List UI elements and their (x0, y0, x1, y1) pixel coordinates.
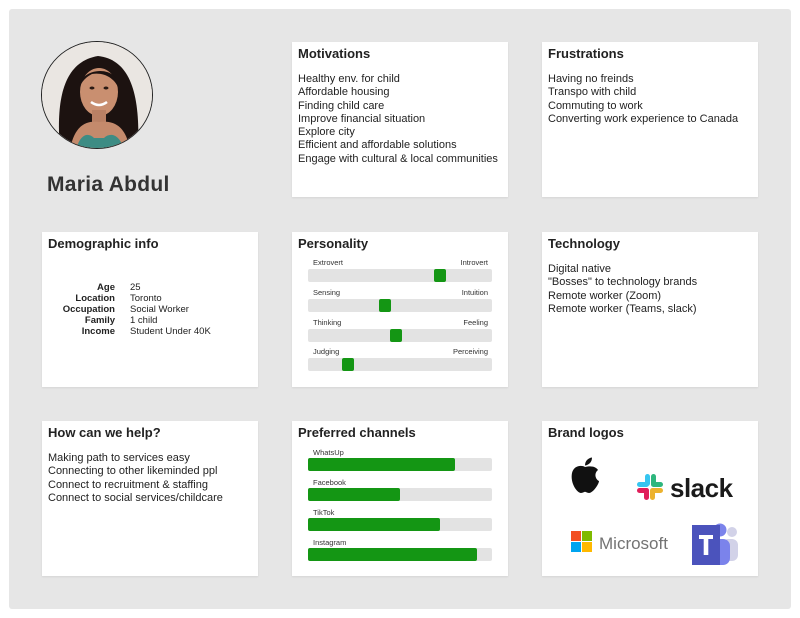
technology-list (548, 263, 697, 316)
demographic-value: Toronto (130, 293, 162, 304)
slack-logo (636, 471, 746, 503)
help-title: How can we help? (48, 425, 161, 440)
channels-title: Preferred channels (298, 425, 416, 440)
demographic-label: Family (84, 315, 115, 326)
persona-name: Maria Abdul (47, 173, 170, 196)
channel-track (308, 548, 492, 561)
demographic-value: 25 (130, 282, 141, 293)
demographic-value: Student Under 40K (130, 326, 211, 337)
microsoft-wordmark: Microsoft (599, 534, 668, 553)
slider-left-label: Thinking (313, 318, 342, 327)
apple-logo-icon (568, 455, 602, 495)
frustrations-card (542, 42, 758, 197)
slider-left-label: Judging (313, 347, 340, 356)
teams-logo-icon (690, 521, 742, 569)
slider-right-label: Feeling (463, 318, 488, 327)
list-item: Efficient and affordable solutions (298, 139, 457, 152)
channel-fill (308, 458, 455, 471)
persona-board (9, 9, 791, 609)
frustrations-title: Frustrations (548, 46, 624, 61)
list-item: Remote worker (Teams, slack) (548, 302, 697, 315)
demographic-value: 1 child (130, 315, 158, 326)
list-item: Finding child care (298, 99, 385, 112)
list-item: Engage with cultural & local communities (298, 152, 498, 165)
demographic-row (42, 326, 258, 338)
slider-track[interactable] (308, 269, 492, 282)
list-item: Digital native (548, 263, 611, 275)
list-item: Healthy env. for child (298, 73, 400, 85)
technology-card (542, 232, 758, 387)
channel-label: Facebook (313, 478, 346, 487)
microsoft-logo (571, 530, 681, 554)
channel-track (308, 458, 492, 471)
brands-card (542, 421, 758, 576)
demographic-value: Social Worker (130, 304, 189, 315)
technology-title: Technology (548, 236, 620, 251)
channel-label: WhatsUp (313, 448, 344, 457)
slider-right-label: Introvert (460, 258, 488, 267)
channel-track (308, 518, 492, 531)
slider-track[interactable] (308, 299, 492, 312)
slack-wordmark: slack (670, 473, 733, 503)
list-item: Commuting to work (548, 99, 643, 112)
demographic-label: Income (81, 326, 115, 337)
demographic-label: Occupation (62, 304, 115, 315)
channel-track (308, 488, 492, 501)
list-item: Affordable housing (298, 86, 390, 99)
avatar (41, 41, 153, 149)
list-item: Having no freinds (548, 73, 634, 85)
channel-label: TikTok (313, 508, 335, 517)
demographic-card (42, 232, 258, 387)
profile (41, 41, 261, 211)
list-item: Transpo with child (548, 86, 637, 99)
help-card (42, 421, 258, 576)
list-item: Making path to services easy (48, 452, 190, 464)
slider-knob[interactable] (390, 329, 402, 342)
slider-knob[interactable] (379, 299, 391, 312)
demographic-label: Age (97, 282, 115, 293)
list-item: Remote worker (Zoom) (548, 289, 662, 302)
list-item: Converting work experience to Canada (548, 112, 739, 125)
demographic-title: Demographic info (48, 236, 159, 251)
motivations-list (298, 73, 498, 166)
help-list (48, 452, 223, 505)
channel-fill (308, 488, 400, 501)
channel-fill (308, 518, 440, 531)
list-item: Explore city (298, 126, 355, 139)
slider-right-label: Perceiving (452, 347, 488, 356)
channels-card (292, 421, 508, 576)
list-item: Connect to recruitment & staffing (48, 478, 208, 491)
slider-left-label: Sensing (313, 288, 341, 297)
demographic-label: Location (75, 293, 115, 304)
motivations-title: Motivations (298, 46, 371, 61)
microsoft-squares-icon (571, 531, 593, 553)
slider-left-label: Extrovert (313, 258, 344, 267)
slider-track[interactable] (308, 358, 492, 371)
brands-title: Brand logos (548, 425, 624, 440)
frustrations-list (548, 73, 738, 126)
motivations-card (292, 42, 508, 197)
list-item: "Bosses" to technology brands (548, 276, 698, 289)
list-item: Connecting to other likeminded ppl (48, 465, 218, 478)
slider-knob[interactable] (434, 269, 446, 282)
slack-hash-icon (636, 473, 664, 501)
list-item: Improve financial situation (298, 112, 426, 125)
personality-card (292, 232, 508, 387)
slider-right-label: Intuition (461, 288, 488, 297)
channel-fill (308, 548, 477, 561)
slider-knob[interactable] (342, 358, 354, 371)
personality-title: Personality (298, 236, 369, 251)
list-item: Connect to social services/childcare (48, 491, 223, 504)
channel-label: Instagram (313, 538, 347, 547)
